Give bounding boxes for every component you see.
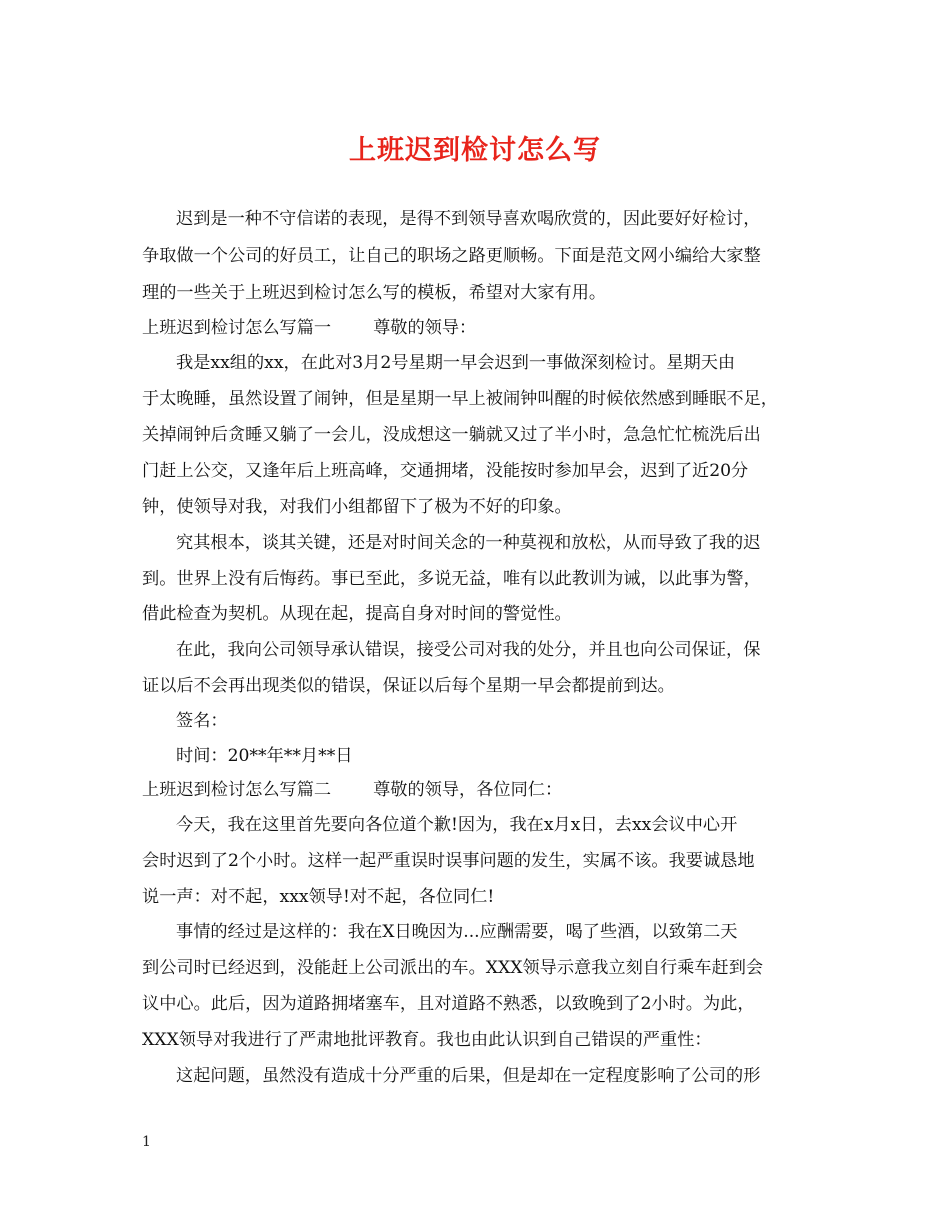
paragraph-line: 事情的经过是这样的：我在X日晚因为...应酬需要，喝了些酒，以致第二天	[176, 922, 738, 942]
paragraph-line: 关掉闹钟后贪睡又躺了一会儿，没成想这一躺就又过了半小时，急急忙忙梳洗后出	[142, 425, 761, 445]
section-two-heading: 上班迟到检讨怎么写篇二	[142, 780, 332, 800]
paragraph-line: 会时迟到了2个小时。这样一起严重误时误事问题的发生，实属不该。我要诚恳地	[142, 851, 755, 871]
paragraph-line: 借此检查为契机。从现在起，提高自身对时间的警觉性。	[142, 604, 572, 624]
paragraph-line: 钟，使领导对我，对我们小组都留下了极为不好的印象。	[142, 497, 572, 517]
paragraph-line: 到。世界上没有后悔药。事已至此，多说无益，唯有以此教训为诫，以此事为警，	[142, 569, 761, 589]
paragraph-line: 说一声：对不起，xxx领导!对不起，各位同仁!	[142, 887, 495, 907]
section-one-heading: 上班迟到检讨怎么写篇一	[142, 318, 332, 338]
section-one-heading-line	[142, 318, 476, 338]
paragraph-line: 我是xx组的xx，在此对3月2号星期一早会迟到一事做深刻检讨。星期天由	[176, 353, 736, 373]
date-line: 时间：20**年**月**日	[176, 746, 353, 766]
paragraph-line: 理的一些关于上班迟到检讨怎么写的模板，希望对大家有用。	[142, 283, 607, 303]
paragraph-line: 门赶上公交，又逢年后上班高峰，交通拥堵，没能按时参加早会，迟到了近20分	[142, 461, 749, 481]
signature-label: 签名：	[176, 711, 228, 731]
page-number: 1	[142, 1134, 151, 1150]
paragraph-line: 究其根本，谈其关键，还是对时间关念的一种莫视和放松，从而导致了我的迟	[176, 533, 761, 553]
paragraph-line: 这起问题，虽然没有造成十分严重的后果，但是却在一定程度影响了公司的形	[176, 1066, 761, 1086]
paragraph-line: 今天，我在这里首先要向各位道个歉!因为，我在x月x日，去xx会议中心开	[176, 815, 738, 835]
paragraph-line: 议中心。此后，因为道路拥堵塞车，且对道路不熟悉，以致晚到了2小时。为此，	[142, 994, 755, 1014]
paragraph-line: XXX领导对我进行了严肃地批评教育。我也由此认识到自己错误的严重性：	[142, 1030, 712, 1050]
paragraph-line: 在此，我向公司领导承认错误，接受公司对我的处分，并且也向公司保证，保	[176, 640, 761, 660]
paragraph-line: 于太晚睡，虽然设置了闹钟，但是星期一早上被闹钟叫醒的时候依然感到睡眠不足，	[142, 389, 778, 409]
document-title: 上班迟到检讨怎么写	[349, 135, 601, 166]
section-one-salutation: 尊敬的领导：	[373, 318, 477, 338]
section-two-heading-line	[142, 780, 562, 800]
paragraph-line: 到公司时已经迟到，没能赶上公司派出的车。XXX领导示意我立刻自行乘车赶到会	[142, 958, 764, 978]
paragraph-line: 迟到是一种不守信诺的表现，是得不到领导喜欢喝欣赏的，因此要好好检讨，	[176, 209, 761, 229]
paragraph-line: 证以后不会再出现类似的错误，保证以后每个星期一早会都提前到达。	[142, 676, 675, 696]
section-two-salutation: 尊敬的领导，各位同仁：	[373, 780, 563, 800]
paragraph-line: 争取做一个公司的好员工，让自己的职场之路更顺畅。下面是范文网小编给大家整	[142, 246, 761, 266]
